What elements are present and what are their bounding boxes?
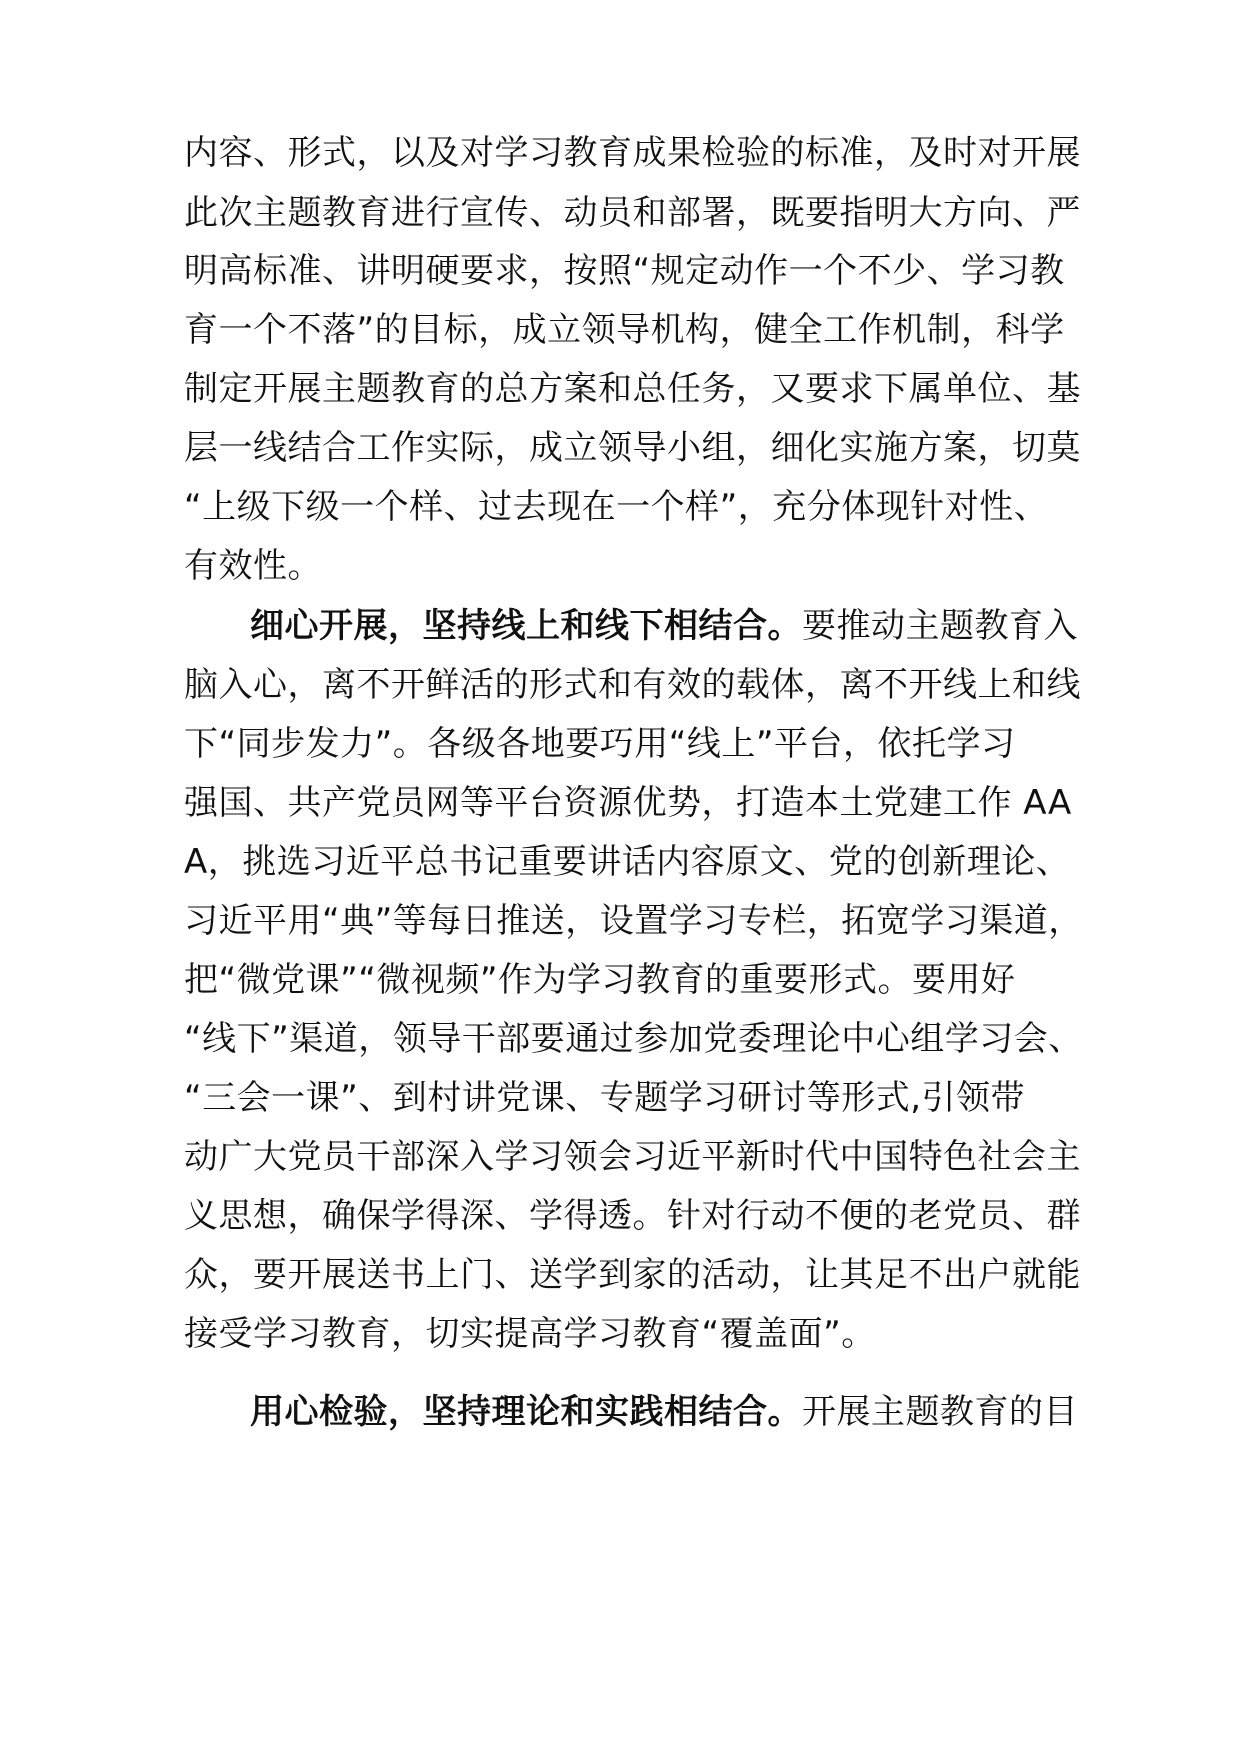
paragraph-2-line-7: 把“微党课”“微视频”作为学习教育的重要形式。要用好 (184, 960, 1016, 1000)
paragraph-3-heading: 用心检验，坚持理论和实践相结合。 (250, 1392, 802, 1432)
paragraph-2-line-10: 动广大党员干部深入学习领会习近平新时代中国特色社会主 (184, 1137, 1081, 1177)
paragraph-2-line-11: 义思想，确保学得深、学得透。针对行动不便的老党员、群 (184, 1196, 1081, 1236)
paragraph-1-line-6: 层一线结合工作实际，成立领导小组，细化实施方案，切莫 (184, 428, 1081, 468)
paragraph-2-first-line (250, 593, 1090, 659)
paragraph-2-line-5: A，挑选习近平总书记重要讲话内容原文、党的创新理论、 (184, 842, 1071, 882)
paragraph-2-line-8: “线下”渠道，领导干部要通过参加党委理论中心组学习会、 (184, 1019, 1083, 1059)
paragraph-2-line-3: 下“同步发力”。各级各地要巧用“线上”平台，依托学习 (184, 724, 1016, 764)
paragraph-2-line-12: 众，要开展送书上门、送学到家的活动，让其足不出户就能 (184, 1255, 1081, 1295)
paragraph-1-line-5: 制定开展主题教育的总方案和总任务，又要求下属单位、基 (184, 369, 1081, 409)
paragraph-2-line-2: 脑入心，离不开鲜活的形式和有效的载体，离不开线上和线 (184, 665, 1081, 705)
paragraph-2-line-4: 强国、共产党员网等平台资源优势，打造本土党建工作 AA (184, 783, 1072, 823)
paragraph-1-line-3: 明高标准、讲明硬要求，按照“规定动作一个不少、学习教 (184, 251, 1065, 291)
paragraph-2-line-9: “三会一课”、到村讲党课、专题学习研讨等形式,引领带 (184, 1078, 1026, 1118)
paragraph-1-line-1: 内容、形式，以及对学习教育成果检验的标准，及时对开展 (184, 133, 1081, 173)
paragraph-2-line-13: 接受学习教育，切实提高学习教育“覆盖面”。 (184, 1314, 876, 1354)
paragraph-1-line-7: “上级下级一个样、过去现在一个样”，充分体现针对性、 (184, 487, 1049, 527)
paragraph-3-first-line (250, 1379, 1090, 1445)
paragraph-1-line-2: 此次主题教育进行宣传、动员和部署，既要指明大方向、严 (184, 193, 1081, 233)
paragraph-1-line-4: 育一个不落”的目标，成立领导机构，健全工作机制，科学 (184, 310, 1065, 350)
paragraph-2-line-6: 习近平用“典”等每日推送，设置学习专栏，拓宽学习渠道， (184, 901, 1083, 941)
paragraph-2-first-line-text: 要推动主题教育入 (802, 606, 1078, 646)
paragraph-1-line-8: 有效性。 (184, 546, 322, 586)
paragraph-3-first-line-text: 开展主题教育的目 (802, 1392, 1078, 1432)
paragraph-2-heading: 细心开展，坚持线上和线下相结合。 (250, 606, 802, 646)
